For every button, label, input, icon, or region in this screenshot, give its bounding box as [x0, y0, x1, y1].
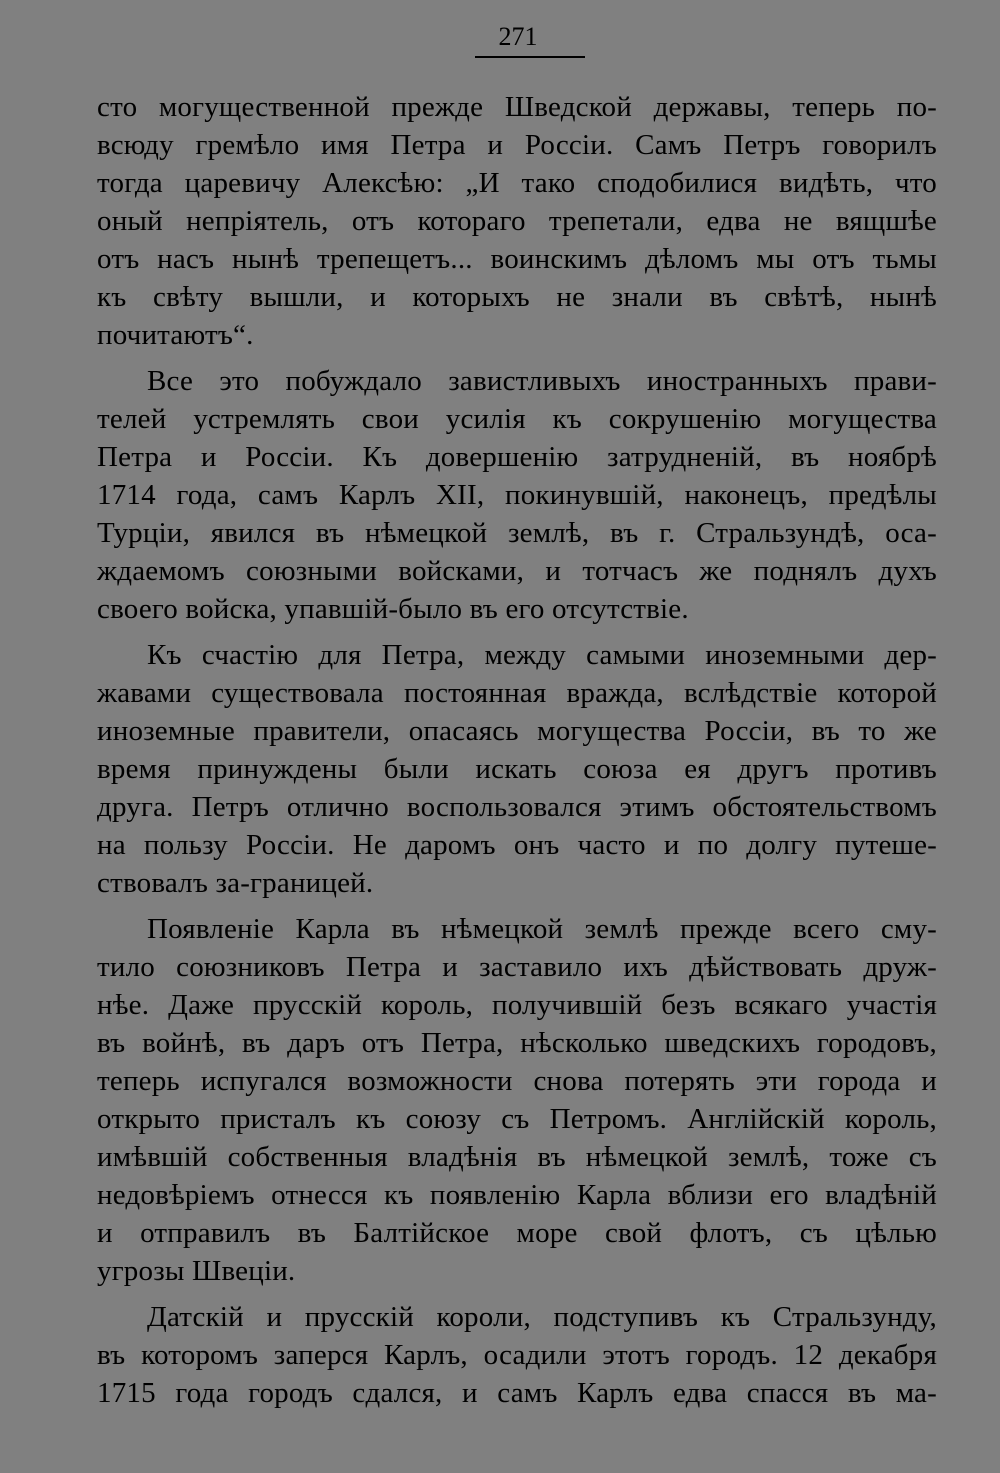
- paragraph-gap: [97, 354, 937, 362]
- text-line: Къ счастію для Петра, между самыми иноземными дер-: [147, 639, 937, 671]
- text-line: друга. Петръ отлично воспользовался этимъ обстоятельствомъ: [97, 791, 937, 823]
- paragraph: [97, 362, 937, 628]
- text-line: и отправилъ въ Балтійское море свой флотъ, съ цѣлью: [97, 1217, 937, 1249]
- text-line: сто могущественной прежде Шведской державы, теперь по-: [97, 91, 937, 123]
- text-line: въ которомъ заперся Карлъ, осадили этотъ городъ. 12 декабря: [97, 1339, 937, 1371]
- text-line: тило союзниковъ Петра и заставило ихъ дѣйствовать друж-: [97, 951, 937, 983]
- text-line: оный непріятель, отъ котораго трепетали, едва не вящшѣе: [97, 205, 937, 237]
- text-line: Все это побуждало завистливыхъ иностранныхъ прави-: [147, 365, 937, 397]
- text-line: Турціи, явился въ нѣмецкой землѣ, въ г. Стральзундѣ, оса-: [97, 517, 937, 549]
- text-line: 1714 года, самъ Карлъ XII, покинувшій, наконецъ, предѣлы: [97, 479, 937, 511]
- text-line: на пользу Россіи. Не даромъ онъ часто и по долгу путеше-: [97, 829, 937, 861]
- text-line: въ войнѣ, въ даръ отъ Петра, нѣсколько шведскихъ городовъ,: [97, 1027, 937, 1059]
- text-line: къ свѣту вышли, и которыхъ не знали въ свѣтѣ, нынѣ: [97, 281, 937, 313]
- text-line: Петра и Россіи. Къ довершенію затрудненій, въ ноябрѣ: [97, 441, 937, 473]
- text-line: угрозы Швеціи.: [97, 1255, 296, 1287]
- paragraph: [97, 910, 937, 1290]
- text-line: время принуждены были искать союза ея другъ противъ: [97, 753, 937, 785]
- text-line: жавами существовала постоянная вражда, вслѣдствіе которой: [97, 677, 937, 709]
- paragraph-gap: [97, 628, 937, 636]
- paragraph: [97, 88, 937, 354]
- paragraph: [97, 1298, 937, 1412]
- text-line: 1715 года городъ сдался, и самъ Карлъ едва спасся въ ма-: [97, 1377, 937, 1409]
- text-line: отъ насъ нынѣ трепещетъ... воинскимъ дѣломъ мы отъ тьмы: [97, 243, 937, 275]
- text-line: нѣе. Даже прусскій король, получившій безъ всякаго участія: [97, 989, 937, 1021]
- text-line: ждаемомъ союзными войсками, и тотчасъ же поднялъ духъ: [97, 555, 937, 587]
- text-line: тогда царевичу Алексѣю: „И тако сподобилися видѣть, что: [97, 167, 937, 199]
- body-text: [97, 88, 937, 1412]
- page-number: 271: [498, 22, 538, 51]
- text-line: телей устремлять свои усилія къ сокрушенію могущества: [97, 403, 937, 435]
- text-line: своего войска, упавшій-было въ его отсутствіе.: [97, 593, 689, 625]
- text-line: открыто присталъ къ союзу съ Петромъ. Англійскій король,: [97, 1103, 937, 1135]
- text-line: теперь испугался возможности снова потерять эти города и: [97, 1065, 937, 1097]
- paragraph: [97, 636, 937, 902]
- text-line: почитаютъ“.: [97, 319, 254, 351]
- text-line: недовѣріемъ отнесся къ появленію Карла вблизи его владѣній: [97, 1179, 937, 1211]
- paragraph-gap: [97, 902, 937, 910]
- text-line: ствовалъ за-границей.: [97, 867, 374, 899]
- header-rule: [475, 56, 585, 58]
- paragraph-gap: [97, 1290, 937, 1298]
- text-line: имѣвшій собственныя владѣнія въ нѣмецкой землѣ, тоже съ: [97, 1141, 937, 1173]
- text-line: Появленіе Карла въ нѣмецкой землѣ прежде всего сму-: [147, 913, 937, 945]
- text-line: всюду гремѣло имя Петра и Россіи. Самъ Петръ говорилъ: [97, 129, 937, 161]
- text-line: Датскій и прусскій короли, подступивъ къ Стральзунду,: [147, 1301, 937, 1333]
- text-line: иноземные правители, опасаясь могущества Россіи, въ то же: [97, 715, 937, 747]
